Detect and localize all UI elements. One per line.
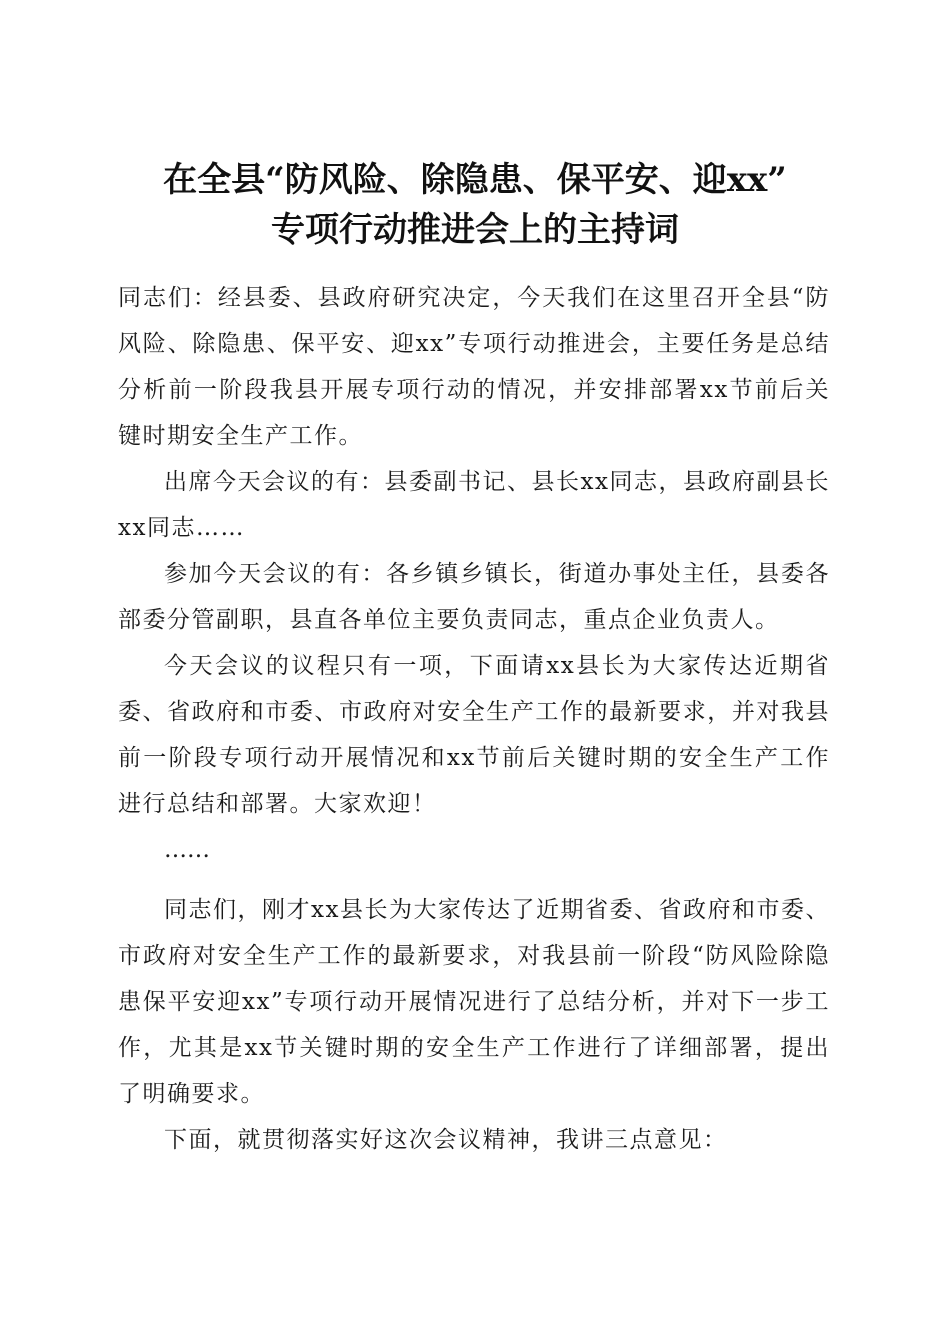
paragraph-agenda: 今天会议的议程只有一项，下面请xx县长为大家传达近期省委、省政府和市委、市政府对安全生产工作的最新要求，并对我县前一阶段专项行动开展情况和xx节前后关键时期的安全生产工作进行总结和部署。大家欢迎！: [118, 653, 830, 817]
paragraph-opening: 同志们：经县委、县政府研究决定，今天我们在这里召开全县“防风险、除隐患、保平安、迎xx”专项行动推进会，主要任务是总结分析前一阶段我县开展专项行动的情况，并安排部署xx节前后关键时期安全生产工作。: [118, 285, 830, 449]
paragraph-attendees-participating: 参加今天会议的有：各乡镇乡镇长，街道办事处主任，县委各部委分管副职，县直各单位主要负责同志，重点企业负责人。: [118, 561, 830, 633]
paragraph-closing: 下面，就贯彻落实好这次会议精神，我讲三点意见：: [164, 1127, 728, 1153]
paragraph-attendees-present: 出席今天会议的有：县委副书记、县长xx同志，县政府副县长xx同志……: [118, 469, 830, 541]
title-line-2: 专项行动推进会上的主持词: [271, 209, 679, 250]
title-line-1: 在全县“防风险、除隐患、保平安、迎xx”: [163, 159, 787, 200]
paragraph-ellipsis: ……: [164, 837, 210, 863]
document-title: [80, 155, 870, 255]
document-body: [118, 275, 830, 1163]
paragraph-summary: 同志们，刚才xx县长为大家传达了近期省委、省政府和市委、市政府对安全生产工作的最新要求，对我县前一阶段“防风险除隐患保平安迎xx”专项行动开展情况进行了总结分析，并对下一步工作，尤其是xx节关键时期的安全生产工作进行了详细部署，提出了明确要求。: [118, 897, 830, 1107]
